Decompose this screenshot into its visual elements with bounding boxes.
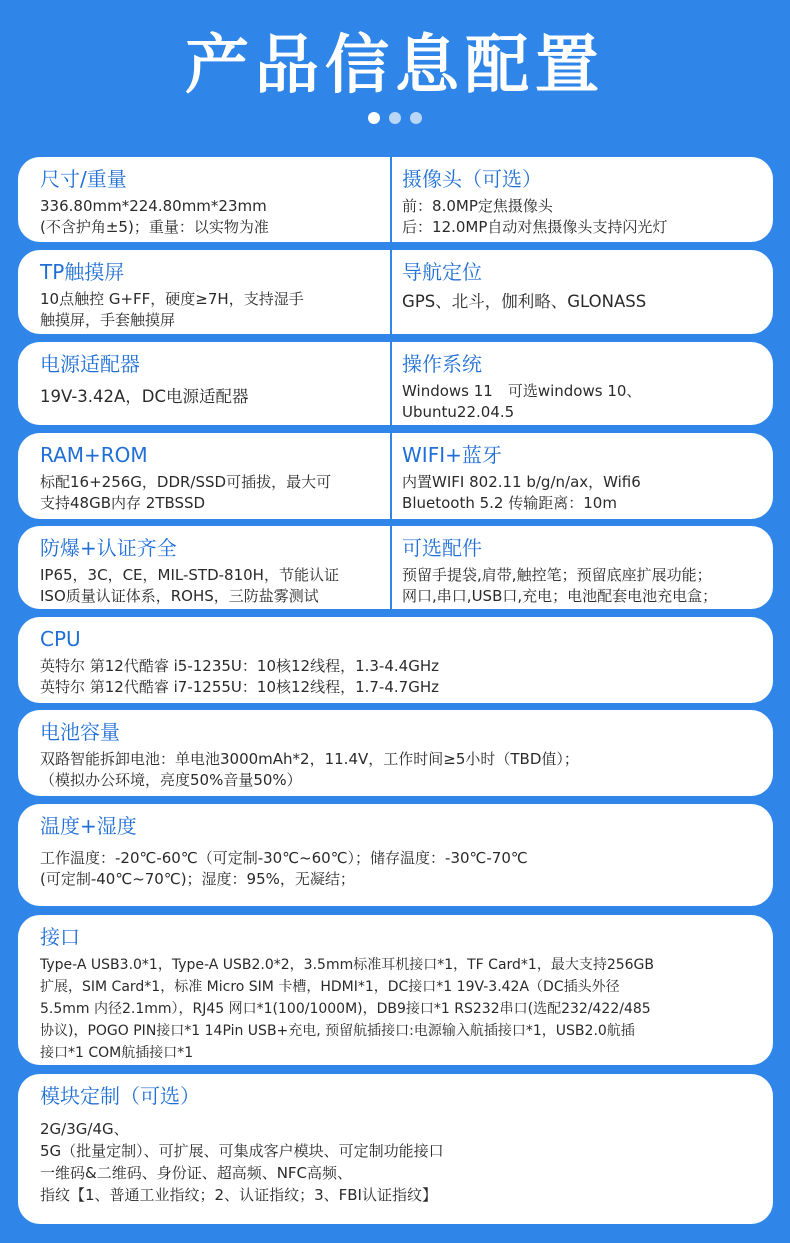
spec-body: Type-A USB3.0*1，Type-A USB2.0*2，3.5mm标准耳机接口*1，TF Card*1，最大支持256GB 扩展，SIM Card*1，标准 Micro SIM 卡槽，HDMI*1，DC接口*1 19V-3.42A（DC插头外径 5.5mm 内径2.1mm），RJ45 网口*1(100/1000M)，DB9接口*1 RS232串口(选配232/422/485 协议)，POGO PIN接口*1 14Pin USB+充电, 预留航插接口:电源输入航插接口*1，USB2.0航插 接口*1 COM航插接口*1 — [40, 957, 655, 1061]
spec-body: 内置WIFI 802.11 b/g/n/ax，Wifi6 Bluetooth 5.2 传输距离：10m — [402, 473, 641, 512]
dot-icon — [410, 112, 422, 124]
carousel-dots — [0, 112, 790, 124]
spec-heading: 尺寸/重量 — [40, 167, 127, 191]
spec-accessories — [392, 526, 773, 609]
spec-certification — [18, 526, 390, 609]
spec-ram-rom — [18, 433, 390, 519]
spec-heading: CPU — [40, 627, 81, 651]
spec-heading: 温度+湿度 — [40, 814, 137, 838]
spec-heading: 电源适配器 — [40, 352, 140, 376]
spec-body: 双路智能拆卸电池：单电池3000mAh*2，11.4V，工作时间≥5小时（TBD值）； （模拟办公环境，亮度50%音量50%） — [40, 750, 579, 789]
spec-heading: RAM+ROM — [40, 443, 148, 467]
spec-navigation — [392, 250, 773, 334]
spec-power-adapter — [18, 342, 390, 425]
spec-body: 前：8.0MP定焦摄像头 后：12.0MP自动对焦摄像头支持闪光灯 — [402, 197, 668, 236]
spec-touchscreen — [18, 250, 390, 334]
spec-heading: 可选配件 — [402, 536, 483, 560]
spec-body: 英特尔 第12代酷睿 i5-1235U：10核12线程，1.3-4.4GHz 英特尔 第12代酷睿 i7-1255U：10核12线程，1.7-4.7GHz — [40, 657, 439, 696]
spec-heading: 电池容量 — [40, 720, 120, 744]
dot-icon — [368, 112, 380, 124]
spec-body: 预留手提袋,肩带,触控笔；预留底座扩展功能； 网口,串口,USB口,充电；电池配套电池充电盒； — [402, 566, 718, 605]
spec-heading: 模块定制（可选） — [40, 1084, 200, 1108]
spec-heading: 接口 — [40, 925, 80, 949]
spec-wifi-bluetooth — [392, 433, 773, 519]
spec-card-modules — [18, 1074, 773, 1224]
spec-camera — [392, 157, 773, 242]
spec-body: IP65，3C，CE，MIL-STD-810H，节能认证 ISO质量认证体系，ROHS，三防盐雾测试 — [40, 566, 339, 605]
spec-heading: 操作系统 — [402, 352, 483, 376]
spec-card-touch-navigation — [18, 250, 773, 334]
spec-size-weight — [18, 157, 390, 242]
page-title: 产品信息配置 — [185, 29, 605, 103]
spec-body: 2G/3G/4G、 5G（批量定制）、可扩展、可集成客户模块、可定制功能接口 一维码&二维码、身份证、超高频、NFC高频、 指纹【1、普通工业指纹；2、认证指纹；3、FBI认证指纹】 — [40, 1120, 444, 1204]
spec-heading: TP触摸屏 — [40, 260, 125, 284]
spec-body: GPS、北斗，伽利略、GLONASS — [402, 292, 647, 311]
spec-card-cpu — [18, 617, 773, 703]
spec-card-power-os — [18, 342, 773, 425]
spec-card-size-camera — [18, 157, 773, 242]
spec-body: 工作温度：-20℃-60℃（可定制-30℃~60℃）；储存温度：-30℃-70℃ (可定制-40℃~70℃)；湿度：95%，无凝结； — [40, 849, 528, 888]
spec-body: 19V-3.42A，DC电源适配器 — [40, 387, 249, 406]
spec-heading: WIFI+蓝牙 — [402, 443, 502, 467]
spec-heading: 摄像头（可选） — [402, 167, 543, 191]
spec-heading: 导航定位 — [402, 260, 483, 284]
spec-card-certification-accessories — [18, 526, 773, 609]
spec-card-battery — [18, 710, 773, 796]
spec-card-temperature — [18, 804, 773, 906]
spec-body: Windows 11 可选windows 10、 Ubuntu22.04.5 — [402, 382, 642, 421]
spec-os — [392, 342, 773, 425]
dot-icon — [389, 112, 401, 124]
spec-body: 336.80mm*224.80mm*23mm (不含护角±5)；重量：以实物为准 — [40, 197, 269, 236]
spec-card-memory-wireless — [18, 433, 773, 519]
spec-body: 标配16+256G，DDR/SSD可插拔，最大可 支持48GB内存 2TBSSD — [40, 473, 332, 512]
spec-body: 10点触控 G+FF，硬度≥7H，支持湿手 触摸屏，手套触摸屏 — [40, 290, 304, 329]
spec-heading: 防爆+认证齐全 — [40, 536, 177, 560]
spec-card-interfaces — [18, 915, 773, 1065]
